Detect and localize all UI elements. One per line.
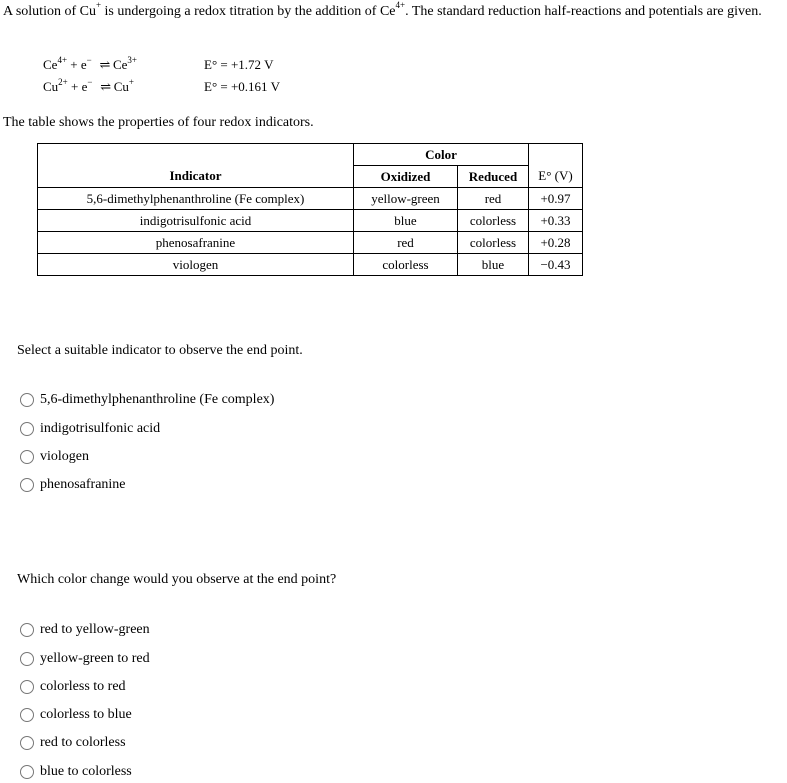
potential-cu: E° = +0.161 V [204,79,280,94]
q1-option-phenosafranine[interactable]: phenosafranine [20,475,126,495]
equilibrium-arrow-icon: ⇌ [99,57,109,72]
q1-option-dimethylphenanthroline[interactable]: 5,6-dimethylphenanthroline (Fe complex) [20,390,274,410]
table-intro: The table shows the properties of four redox indicators. [3,115,314,130]
table-header-row [38,144,583,166]
radio-button[interactable] [20,422,34,436]
radio-button[interactable] [20,708,34,722]
radio-button[interactable] [20,736,34,750]
column-header: Oxidized [354,166,458,188]
q2-option-blue-to-colorless[interactable]: blue to colorless [20,762,132,782]
half-reaction-cu: $Cu^{2+} + e^-$ ⇌ Cu+ [43,76,134,94]
radio-button[interactable] [20,478,34,492]
indicator-table [37,143,583,276]
column-header: Reduced [458,166,529,188]
table-row: phenosafranine red colorless +0.28 [38,232,583,254]
q2-option-colorless-to-red[interactable]: colorless to red [20,677,126,697]
question-1-prompt: Select a suitable indicator to observe the end point. [17,343,303,358]
radio-button[interactable] [20,680,34,694]
radio-button[interactable] [20,393,34,407]
q2-option-yellow-green-to-red[interactable]: yellow-green to red [20,649,150,669]
q1-option-viologen[interactable]: viologen [20,447,89,467]
equilibrium-arrow-icon: ⇌ [100,79,110,94]
intro-text: is undergoing a redox titration by the addition of Ce [101,4,396,19]
table-row: 5,6-dimethylphenanthroline (Fe complex) yellow-green red +0.97 [38,188,583,210]
table-row: viologen colorless blue −0.43 [38,254,583,276]
half-reaction-ce: $Ce^{4+} + e^-$ ⇌ $Ce^{3+}$ [43,54,137,72]
intro-sup: 4+ [395,0,406,11]
q2-option-colorless-to-blue[interactable]: colorless to blue [20,705,132,725]
radio-button[interactable] [20,623,34,637]
intro-text: . The standard reduction half-reactions and potentials are given. [405,4,762,19]
intro-paragraph [3,1,783,23]
radio-button[interactable] [20,652,34,666]
intro-text: A solution of Cu [3,4,96,19]
q1-option-indigotrisulfonic[interactable]: indigotrisulfonic acid [20,419,160,439]
question-2-prompt: Which color change would you observe at the end point? [17,572,337,587]
radio-button[interactable] [20,765,34,779]
radio-button[interactable] [20,450,34,464]
table-row: indigotrisulfonic acid blue colorless +0.33 [38,210,583,232]
q2-option-red-to-colorless[interactable]: red to colorless [20,733,126,753]
color-header: Color [354,144,529,166]
q2-option-red-to-yellow-green[interactable]: red to yellow-green [20,620,150,640]
potential-ce: E° = +1.72 V [204,57,274,72]
column-header: E° (V) [529,166,583,188]
column-header: Indicator [38,166,354,188]
table-header-row [38,166,583,188]
intro-sup: + [95,0,102,11]
